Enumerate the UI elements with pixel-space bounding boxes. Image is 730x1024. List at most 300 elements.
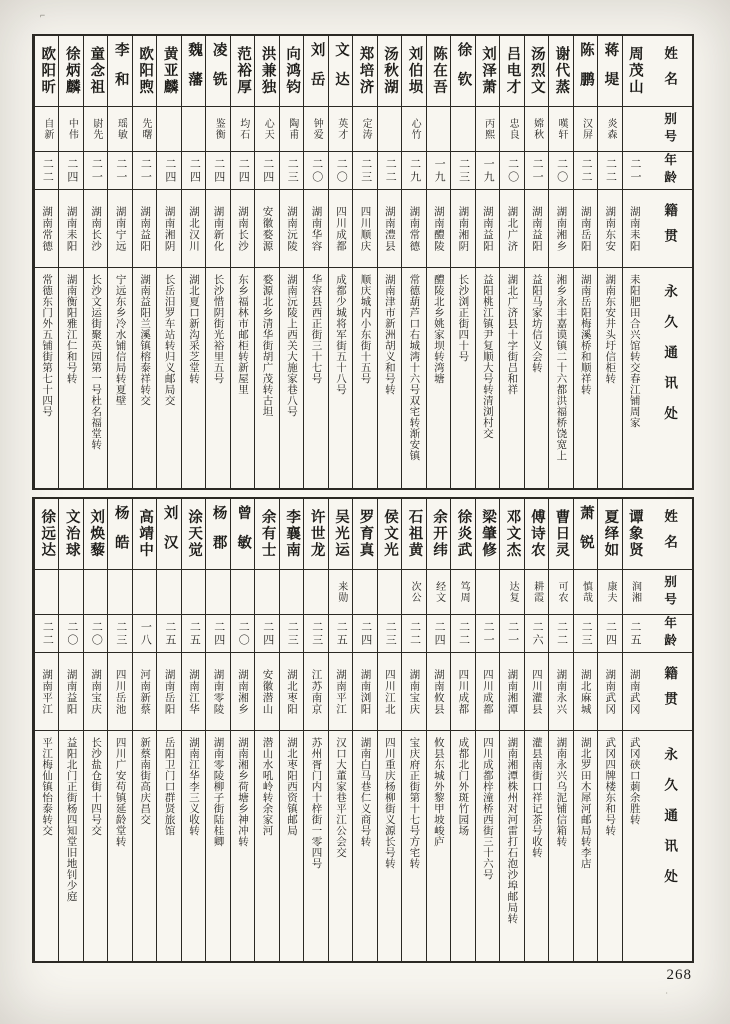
origin-cell [304, 189, 327, 267]
name-cell [427, 36, 450, 106]
age-cell [231, 151, 254, 189]
origin-cell [378, 652, 401, 730]
age-cell [525, 614, 548, 652]
age-cell [329, 614, 352, 652]
alias-cell [35, 569, 58, 614]
person-age: 二二 [408, 620, 421, 647]
person-age: 二〇 [310, 157, 323, 184]
name-cell [623, 36, 646, 106]
header-origin: 籍贯 [646, 189, 692, 267]
person-alias: 丙熙 [482, 118, 494, 140]
age-cell [255, 614, 278, 652]
person-age: 二五 [188, 620, 201, 647]
header-alias: 别号 [646, 106, 692, 151]
origin-cell [231, 189, 254, 267]
age-cell [59, 614, 82, 652]
person-age: 二三 [310, 620, 323, 647]
alias-cell [84, 106, 107, 151]
address-cell [280, 267, 303, 488]
alias-cell [500, 569, 523, 614]
name-cell [500, 499, 523, 569]
alias-cell [525, 106, 548, 151]
age-cell [402, 151, 425, 189]
person-alias: 心天 [262, 118, 274, 140]
origin-cell [255, 189, 278, 267]
alias-cell [231, 569, 254, 614]
person-name: 余开纬 [430, 509, 447, 559]
person-age: 二三 [114, 620, 127, 647]
person-name: 童念祖 [88, 46, 105, 96]
age-cell [353, 151, 376, 189]
alias-cell [574, 569, 597, 614]
person-name: 陈在吾 [430, 46, 447, 96]
entry-column [499, 36, 523, 488]
origin-cell [255, 652, 278, 730]
person-name: 许世龙 [308, 509, 325, 559]
person-alias: 定涛 [360, 118, 372, 140]
address-cell [133, 730, 156, 961]
name-cell [206, 499, 229, 569]
entry-column [279, 499, 303, 961]
person-name: 萧锐 [577, 504, 594, 564]
person-address: 湖南江华李三义收转 [188, 737, 200, 836]
person-age: 二一 [531, 157, 544, 184]
entry-column [254, 36, 278, 488]
person-age: 二〇 [506, 157, 519, 184]
age-cell [133, 151, 156, 189]
address-cell [427, 730, 450, 961]
origin-cell [476, 189, 499, 267]
person-name: 刘岳 [308, 41, 325, 101]
entry-column [548, 36, 572, 488]
age-cell [157, 151, 180, 189]
name-cell [451, 499, 474, 569]
entry-column [450, 36, 474, 488]
person-alias: 嘆轩 [556, 118, 568, 140]
person-alias: 忠良 [507, 118, 519, 140]
person-name: 侯文光 [382, 509, 399, 559]
entry-column [401, 36, 425, 488]
address-cell [182, 267, 205, 488]
name-cell [59, 499, 82, 569]
person-name: 欧阳昕 [39, 46, 56, 96]
person-origin: 湖南宝庆 [408, 668, 420, 715]
person-alias: 中伟 [66, 118, 78, 140]
alias-cell [206, 569, 229, 614]
name-cell [476, 499, 499, 569]
age-cell [182, 614, 205, 652]
person-name: 石祖黄 [406, 509, 423, 559]
person-age: 二四 [163, 157, 176, 184]
name-cell [280, 36, 303, 106]
person-origin: 湖南华容 [310, 205, 322, 252]
person-age: 二〇 [65, 620, 78, 647]
alias-cell [525, 569, 548, 614]
person-name: 向鸿钧 [284, 46, 301, 96]
origin-cell [574, 189, 597, 267]
person-name: 欧阳煦 [137, 46, 154, 96]
origin-cell [304, 652, 327, 730]
person-age: 二一 [482, 620, 495, 647]
person-age: 一九 [482, 157, 495, 184]
person-origin: 湖北枣阳 [285, 668, 297, 715]
age-cell [108, 614, 131, 652]
origin-cell [329, 189, 352, 267]
table-header-column [646, 36, 692, 488]
name-cell [231, 499, 254, 569]
person-name: 徐钦 [455, 41, 472, 101]
age-cell [157, 614, 180, 652]
origin-cell [206, 189, 229, 267]
origin-cell [231, 652, 254, 730]
name-cell [157, 36, 180, 106]
origin-cell [108, 652, 131, 730]
entry-column [573, 36, 597, 488]
person-name: 黄亚麟 [161, 46, 178, 96]
person-origin: 湖南武冈 [628, 668, 640, 715]
person-alias: 汉屏 [580, 118, 592, 140]
name-cell [549, 36, 572, 106]
alias-cell [231, 106, 254, 151]
person-address: 顺庆城内小东街十五号 [359, 274, 371, 384]
table-header-column [646, 499, 692, 961]
person-age: 二三 [384, 620, 397, 647]
alias-cell [255, 569, 278, 614]
person-address: 湖南白马巷仁义商号转 [359, 737, 371, 847]
alias-cell [255, 106, 278, 151]
address-cell [133, 267, 156, 488]
age-cell [304, 151, 327, 189]
person-origin: 四川顺庆 [359, 205, 371, 252]
origin-cell [451, 189, 474, 267]
person-age: 二二 [457, 620, 470, 647]
entry-column [475, 499, 499, 961]
person-address: 东乡福林市邮柜转新屋里 [237, 274, 249, 395]
entry-column [622, 36, 646, 488]
age-cell [574, 614, 597, 652]
person-age: 二二 [555, 620, 568, 647]
person-origin: 四川成都 [457, 668, 469, 715]
address-cell [231, 267, 254, 488]
person-name: 罗育真 [357, 509, 374, 559]
age-cell [549, 614, 572, 652]
origin-cell [35, 652, 58, 730]
alias-cell [329, 106, 352, 151]
entry-column [230, 36, 254, 488]
origin-cell [525, 652, 548, 730]
person-origin: 湖北广济 [506, 205, 518, 252]
address-cell [206, 730, 229, 961]
entry-column [524, 36, 548, 488]
address-cell [525, 730, 548, 961]
origin-cell [451, 652, 474, 730]
origin-cell [598, 189, 621, 267]
person-address: 华容县西正街三十七号 [310, 274, 322, 384]
person-age: 二五 [335, 620, 348, 647]
person-origin: 湖南澧县 [383, 205, 395, 252]
address-cell [476, 730, 499, 961]
age-cell [108, 151, 131, 189]
person-address: 潜山水吼岭转余家河 [261, 737, 273, 836]
person-origin: 湖南益阳 [139, 205, 151, 252]
scan-artifact: · [665, 989, 668, 998]
person-alias: 经文 [433, 581, 445, 603]
person-age: 二五 [629, 620, 642, 647]
person-address: 四川成都梓潼桥西街三十六号 [481, 737, 493, 880]
origin-cell [427, 189, 450, 267]
person-name: 谢代蒸 [553, 46, 570, 96]
origin-cell [280, 652, 303, 730]
name-cell [353, 36, 376, 106]
origin-cell [108, 189, 131, 267]
person-name: 郑培济 [357, 46, 374, 96]
origin-cell [84, 189, 107, 267]
name-cell [35, 499, 58, 569]
address-cell [35, 267, 58, 488]
person-age: 二四 [261, 157, 274, 184]
person-origin: 湖南岳阳 [579, 205, 591, 252]
alias-cell [574, 106, 597, 151]
person-origin: 湖南零陵 [212, 668, 224, 715]
address-cell [623, 730, 646, 961]
person-address: 宝庆府正街第十七号方宅转 [408, 737, 420, 869]
entry-column [597, 36, 621, 488]
address-cell [206, 267, 229, 488]
person-name: 文治球 [63, 509, 80, 559]
address-cell [329, 267, 352, 488]
person-origin: 安徽潜山 [261, 668, 273, 715]
name-cell [451, 36, 474, 106]
name-cell [182, 36, 205, 106]
person-address: 攸县东城外黎甲坡峻庐 [432, 737, 444, 847]
address-cell [329, 730, 352, 961]
entry-column [230, 499, 254, 961]
age-cell [255, 151, 278, 189]
entry-column [34, 499, 58, 961]
name-cell [476, 36, 499, 106]
person-address: 耒阳肥田合兴馆转交春江铺周家 [628, 274, 640, 428]
person-age: 二一 [90, 157, 103, 184]
origin-cell [353, 652, 376, 730]
age-cell [574, 151, 597, 189]
address-cell [623, 267, 646, 488]
person-age: 二〇 [335, 157, 348, 184]
origin-cell [525, 189, 548, 267]
age-cell [378, 614, 401, 652]
person-age: 二四 [188, 157, 201, 184]
alias-cell [59, 569, 82, 614]
origin-cell [378, 189, 401, 267]
directory-table-top [32, 34, 694, 490]
person-age: 二三 [457, 157, 470, 184]
alias-cell [451, 569, 474, 614]
address-cell [280, 730, 303, 961]
person-origin: 湖南耒阳 [65, 205, 77, 252]
entry-column [524, 499, 548, 961]
person-name: 蒋堤 [602, 41, 619, 101]
person-alias: 耕霞 [531, 581, 543, 603]
alias-cell [598, 106, 621, 151]
person-name: 徐远达 [39, 509, 56, 559]
person-age: 二四 [212, 620, 225, 647]
origin-cell [574, 652, 597, 730]
entry-column [426, 499, 450, 961]
name-cell [255, 36, 278, 106]
name-cell [353, 499, 376, 569]
age-cell [280, 151, 303, 189]
entry-column [352, 499, 376, 961]
alias-cell [402, 106, 425, 151]
name-cell [402, 499, 425, 569]
address-cell [59, 267, 82, 488]
alias-cell [108, 106, 131, 151]
alias-cell [133, 569, 156, 614]
entry-column [401, 499, 425, 961]
entry-column [83, 499, 107, 961]
person-address: 湖北枣阳西资镇邮局 [285, 737, 297, 836]
person-age: 二四 [604, 620, 617, 647]
person-age: 二一 [139, 157, 152, 184]
origin-cell [402, 189, 425, 267]
person-age: 二四 [65, 157, 78, 184]
person-address: 长沙浏正街四十号 [457, 274, 469, 362]
person-address: 四川广安苟镇延龄堂转 [114, 737, 126, 847]
person-alias: 笃周 [458, 581, 470, 603]
person-address: 成都少城将军街五十八号 [334, 274, 346, 395]
person-origin: 湖南新化 [212, 205, 224, 252]
header-age: 年龄 [646, 614, 692, 652]
age-cell [84, 614, 107, 652]
person-origin: 湖南宁远 [114, 205, 126, 252]
address-cell [574, 267, 597, 488]
person-origin: 四川成都 [481, 668, 493, 715]
entry-column [254, 499, 278, 961]
person-origin: 湖南湘阴 [457, 205, 469, 252]
name-cell [304, 499, 327, 569]
person-origin: 湖南宝庆 [90, 668, 102, 715]
page-number: 268 [666, 967, 692, 983]
person-address: 湖南东安井头圩信柜转 [604, 274, 616, 384]
person-name: 吴光运 [333, 509, 350, 559]
age-cell [476, 614, 499, 652]
address-cell [451, 267, 474, 488]
age-cell [378, 151, 401, 189]
header-origin: 籍贯 [646, 652, 692, 730]
entry-column [622, 499, 646, 961]
person-address: 益阳北门正街杨四知堂旧地钊少庭 [65, 737, 77, 902]
address-cell [549, 267, 572, 488]
alias-cell [427, 106, 450, 151]
age-cell [329, 151, 352, 189]
entry-column [548, 499, 572, 961]
age-cell [623, 151, 646, 189]
address-cell [84, 267, 107, 488]
origin-cell [427, 652, 450, 730]
age-cell [231, 614, 254, 652]
alias-cell [476, 569, 499, 614]
origin-cell [157, 652, 180, 730]
alias-cell [402, 569, 425, 614]
person-age: 二九 [408, 157, 421, 184]
name-cell [280, 499, 303, 569]
person-origin: 四川灌县 [530, 668, 542, 715]
age-cell [598, 614, 621, 652]
person-name: 刘汉 [161, 504, 178, 564]
alias-cell [280, 569, 303, 614]
name-cell [157, 499, 180, 569]
person-age: 二二 [41, 157, 54, 184]
person-age: 二四 [261, 620, 274, 647]
name-cell [549, 499, 572, 569]
person-origin: 湖南攸县 [432, 668, 444, 715]
person-alias: 次公 [409, 581, 421, 603]
person-origin: 河南新蔡 [139, 668, 151, 715]
person-name: 范裕厚 [235, 46, 252, 96]
entry-column [205, 499, 229, 961]
person-name: 汤烈文 [528, 46, 545, 96]
alias-cell [549, 569, 572, 614]
name-cell [133, 36, 156, 106]
entry-column [499, 499, 523, 961]
entry-column [132, 499, 156, 961]
person-address: 武冈四牌楼东和号转 [604, 737, 616, 836]
person-name: 徐炎武 [455, 509, 472, 559]
name-cell [402, 36, 425, 106]
alias-cell [353, 106, 376, 151]
entry-column [597, 499, 621, 961]
person-name: 谭象贤 [626, 509, 643, 559]
person-origin: 湖南湘潭 [506, 668, 518, 715]
origin-cell [329, 652, 352, 730]
person-alias: 嫦秋 [531, 118, 543, 140]
alias-cell [304, 106, 327, 151]
person-alias: 均石 [237, 118, 249, 140]
address-cell [182, 730, 205, 961]
origin-cell [157, 189, 180, 267]
age-cell [59, 151, 82, 189]
origin-cell [182, 189, 205, 267]
address-cell [476, 267, 499, 488]
age-cell [500, 614, 523, 652]
address-cell [500, 267, 523, 488]
name-cell [59, 36, 82, 106]
person-address: 湖南岳阳梅溪桥和顺祥转 [579, 274, 591, 395]
person-address: 湖北广济县十字街吕和祥 [506, 274, 518, 395]
name-cell [598, 36, 621, 106]
person-age: 二四 [359, 620, 372, 647]
person-origin: 湖南湘阴 [163, 205, 175, 252]
alias-cell [598, 569, 621, 614]
header-address: 永久通讯处 [646, 730, 692, 961]
age-cell [525, 151, 548, 189]
person-alias: 瑶敏 [115, 118, 127, 140]
name-cell [84, 36, 107, 106]
person-alias: 陶甫 [286, 118, 298, 140]
person-address: 新蔡南街高庆昌交 [139, 737, 151, 825]
age-cell [598, 151, 621, 189]
address-cell [402, 267, 425, 488]
person-address: 湖南湘潭株州对河雷打石泡沙埠邮局转 [506, 737, 518, 924]
person-alias: 润湘 [629, 581, 641, 603]
person-name: 刘焕藜 [88, 509, 105, 559]
origin-cell [500, 189, 523, 267]
person-address: 湖南零陵柳子街陆桂卿 [212, 737, 224, 847]
person-name: 傅诗农 [528, 509, 545, 559]
person-address: 常德东门外五铺街第七十四号 [41, 274, 53, 417]
alias-cell [476, 106, 499, 151]
person-origin: 四川江北 [383, 668, 395, 715]
person-origin: 湖南益阳 [530, 205, 542, 252]
